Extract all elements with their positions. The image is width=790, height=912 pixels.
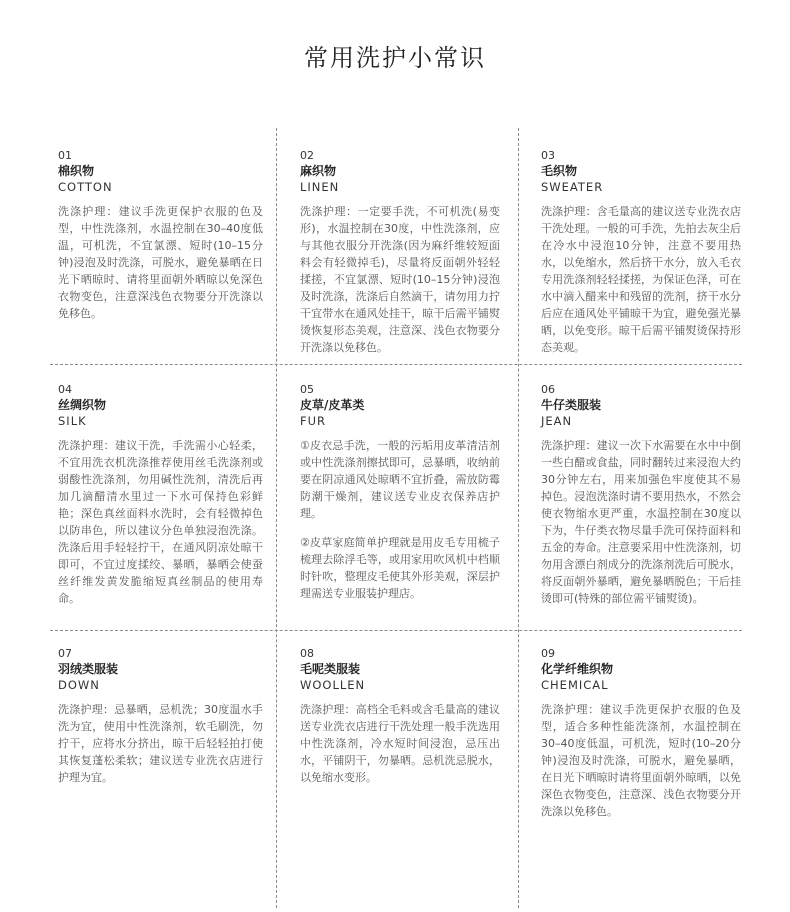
- item-name-en: SILK: [58, 414, 87, 428]
- item-paragraph: 洗涤护理：忌暴晒，忌机洗；30度温水手洗为宜，使用中性洗涤剂，软毛刷洗，勿拧干，应将水分挤出，晾干后轻轻拍打使其恢复蓬松柔软；建议送专业洗衣店进行护理为宜。: [58, 703, 263, 784]
- item-name-en: FUR: [300, 414, 327, 428]
- item-description: [541, 437, 741, 607]
- care-item-linen: [300, 148, 500, 356]
- item-paragraph: ②皮草家庭简单护理就是用皮毛专用梳子梳理去除浮毛等，或用家用吹风机中档顺时针吹，整理皮毛使其外形美观，深层护理需送专业服装护理店。: [300, 536, 500, 600]
- item-name-en: WOOLLEN: [300, 678, 366, 692]
- item-name-cn: 毛织物: [541, 164, 578, 178]
- divider-vertical-1: [276, 128, 277, 908]
- item-number: 02: [300, 149, 314, 162]
- item-description: [300, 437, 500, 602]
- item-number: 09: [541, 647, 555, 660]
- care-item-cotton: [58, 148, 263, 322]
- item-paragraph: 洗涤护理：建议手洗更保护衣服的色及型，中性洗涤剂，水温控制在30–40度低温，可机洗，不宜氯漂、短时(10–15分钟)浸泡及时洗涤，可脱水，避免暴晒在日光下晒晾时、请将里面朝外晒晾以免深色衣物变色，注意深浅色衣物要分开洗涤以免移色。: [58, 205, 263, 320]
- item-name-en: LINEN: [300, 180, 340, 194]
- item-paragraph: 洗涤护理：建议干洗，手洗需小心轻柔，不宜用洗衣机洗涤推荐使用丝毛洗涤剂或弱酸性洗涤剂，勿用碱性洗剂，清洗后再加几滴醋清水里过一下水可保持色彩鲜艳；深色真丝面料水洗时，会有轻微掉色以防串色，所以建议分色单独浸泡洗涤。洗涤后用手轻轻拧干，在通风阴凉处晾干即可，不宜过度揉绞、暴晒，暴晒会使蚕丝纤维发黄发脆缩短真丝制品的使用寿命。: [58, 439, 263, 605]
- care-item-chemical: [541, 646, 741, 820]
- item-description: [58, 203, 263, 322]
- item-paragraph: 洗涤护理：建议一次下水需要在水中中倒一些白醋或食盐，同时翻转过来浸泡大约30分钟左右，用来加强色牢度使其不易掉色。浸泡洗涤时请不要用热水，不然会使衣物缩水更严重，水温控制在30度以下为，牛仔类衣物尽量手洗可保持面料和五金的寿命。注意要采用中性洗涤剂，切勿用含漂白剂成分的洗涤剂洗后可脱水，将反面朝外暴晒，避免暴晒脱色；干后挂烫即可(特殊的部位需平铺熨烫)。: [541, 439, 741, 605]
- item-description: [300, 203, 500, 356]
- item-number: 07: [58, 647, 72, 660]
- item-name-cn: 棉织物: [58, 164, 95, 178]
- divider-horizontal-1: [50, 364, 742, 365]
- item-name-cn: 羽绒类服装: [58, 662, 119, 676]
- item-number: 06: [541, 383, 555, 396]
- item-number: 03: [541, 149, 555, 162]
- item-number: 08: [300, 647, 314, 660]
- item-number: 05: [300, 383, 314, 396]
- item-description: [58, 701, 263, 786]
- item-paragraph: ①皮衣忌手洗，一般的污垢用皮革清洁剂或中性洗涤剂擦拭即可，忌暴晒，收纳前要在阴凉通风处晾晒不宜折叠，需放防霉防潮干燥剂，建议送专业皮衣保养店护理。: [300, 439, 500, 520]
- item-paragraph: 洗涤护理：高档全毛料或含毛量高的建议送专业洗衣店进行干洗处理一般手洗选用中性洗涤剂，冷水短时间浸泡，忌压出水，平铺阴干，勿暴晒。忌机洗忌脱水，以免缩水变形。: [300, 703, 500, 784]
- care-item-sweater: [541, 148, 741, 356]
- item-name-cn: 毛呢类服装: [300, 662, 361, 676]
- care-item-woollen: [300, 646, 500, 786]
- item-description: [300, 701, 500, 786]
- item-name-cn: 皮草/皮革类: [300, 398, 365, 412]
- care-item-jean: [541, 382, 741, 607]
- item-description: [58, 437, 263, 607]
- item-name-cn: 化学纤维织物: [541, 662, 614, 676]
- item-paragraph: 洗涤护理：含毛量高的建议送专业洗衣店干洗处理。一般的可手洗，先拍去灰尘后在冷水中浸泡10分钟，注意不要用热水，以免缩水，然后挤干水分，放入毛衣专用洗涤剂轻轻揉搓，为保证色泽，可在水中滴入醋来中和残留的洗剂，挤干水分后应在通风处平铺晾干为宜，避免强光暴晒，以免变形。晾干后需平铺熨烫保持形态美观。: [541, 205, 741, 354]
- item-name-cn: 麻织物: [300, 164, 337, 178]
- item-description: [541, 701, 741, 820]
- divider-vertical-2: [518, 128, 519, 908]
- item-number: 01: [58, 149, 72, 162]
- care-item-silk: [58, 382, 263, 607]
- item-paragraph: 洗涤护理：建议手洗更保护衣服的色及型，适合多种性能洗涤剂，水温控制在30–40度低温，可机洗，短时(10–20分钟)浸泡及时洗涤，可脱水，避免暴晒，在日光下晒晾时请将里面朝外晾晒，以免深色衣物变色，注意深、浅色衣物要分开洗涤以免移色。: [541, 703, 741, 818]
- item-number: 04: [58, 383, 72, 396]
- item-name-en: COTTON: [58, 180, 113, 194]
- care-item-down: [58, 646, 263, 786]
- item-name-en: SWEATER: [541, 180, 604, 194]
- item-name-en: JEAN: [541, 414, 573, 428]
- divider-horizontal-2: [50, 630, 742, 631]
- item-name-en: CHEMICAL: [541, 678, 609, 692]
- page-title: 常用洗护小常识: [304, 44, 486, 72]
- item-paragraph: 洗涤护理：一定要手洗，不可机洗(易变形)，水温控制在30度，中性洗涤剂，应与其他衣服分开洗涤(因为麻纤维较短面料会有轻微掉毛)，尽量将反面朝外轻轻揉搓，不宜氯漂、短时(10–15分钟)浸泡及时洗涤，洗涤后自然滴干，请勿用力拧干宜带水在通风处挂干，晾干后需平铺熨烫恢复形态美观，注意深、浅色衣物要分开洗涤以免移色。: [300, 205, 500, 354]
- care-item-fur: [300, 382, 500, 602]
- item-name-cn: 丝绸织物: [58, 398, 107, 412]
- item-name-en: DOWN: [58, 678, 100, 692]
- item-name-cn: 牛仔类服装: [541, 398, 602, 412]
- item-description: [541, 203, 741, 356]
